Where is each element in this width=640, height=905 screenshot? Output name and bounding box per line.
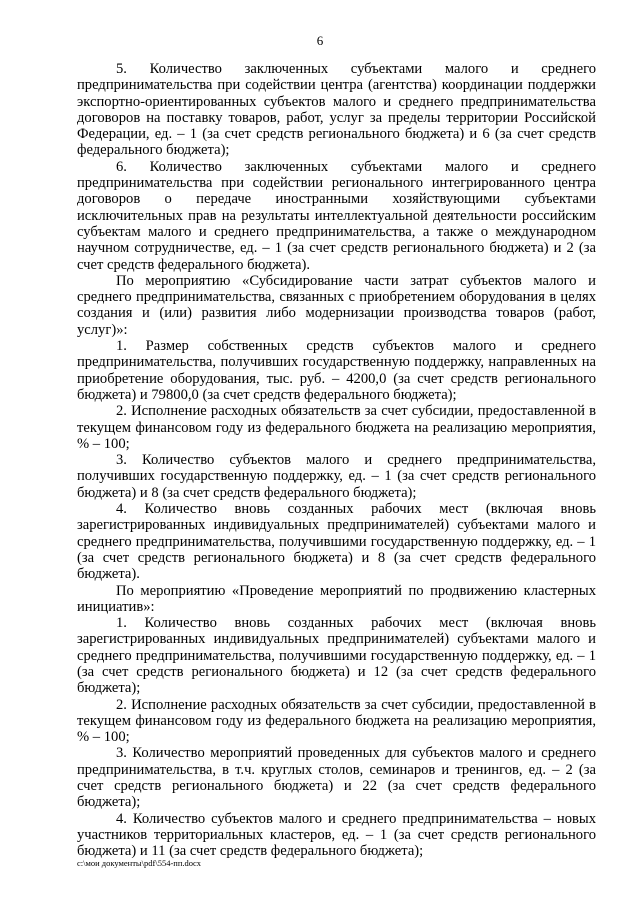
paragraph-cluster-item-1: 1. Количество вновь созданных рабочих мест (включая вновь зарегистрированных индивидуальных предпринимателей) субъектами малого и среднего предпринимательства, получившими государственную поддержку, ед. – 1 (за счет средств регионального бюджета) и 12 (за счет средств федерального бюджета); [77,615,596,697]
paragraph-equipment-item-1: 1. Размер собственных средств субъектов малого и среднего предпринимательства, получивших государственную поддержку, направленных на приобретение оборудования, тыс. руб. – 4200,0 (за счет средств регионального бюджета) и 79800,0 (за счет средств федерального бюджета); [77,338,596,403]
document-body [77,61,596,860]
paragraph-equipment-item-4: 4. Количество вновь созданных рабочих мест (включая вновь зарегистрированных индивидуальных предпринимателей) субъектами малого и среднего предпринимательства, получившими государственную поддержку, ед. – 1 (за счет средств регионального бюджета) и 8 (за счет средств федерального бюджета). [77,501,596,583]
paragraph-equipment-subsidy-heading: По мероприятию «Субсидирование части затрат субъектов малого и среднего предпринимательства, связанных с приобретением оборудования в целях создания и (или) развития либо модернизации производства товаров (работ, услуг)»: [77,272,596,338]
paragraph-item-6-ip-contracts: 6. Количество заключенных субъектами малого и среднего предпринимательства при содействии регионального интегрированного центра договоров о передаче иностранными хозяйствующими субъектами исключительных прав на результаты интеллектуальной деятельности российским субъектам малого и среднего предпринимательства, а также о международном научном сотрудничестве, ед. – 1 (за счет средств регионального бюджета) и 2 (за счет средств федерального бюджета). [77,158,596,273]
paragraph-cluster-item-4: 4. Количество субъектов малого и среднего предпринимательства – новых участников территориальных кластеров, ед. – 1 (за счет средств регионального бюджета) и 11 (за счет средств федерального бюджета); [77,810,596,860]
paragraph-equipment-item-2: 2. Исполнение расходных обязательств за счет субсидии, предоставленной в текущем финансовом году из федерального бюджета на реализацию мероприятия, % – 100; [77,403,596,452]
paragraph-cluster-heading: По мероприятию «Проведение мероприятий по продвижению кластерных инициатив»: [77,582,596,615]
paragraph-cluster-item-2: 2. Исполнение расходных обязательств за счет субсидии, предоставленной в текущем финансовом году из федерального бюджета на реализацию мероприятия, % – 100; [77,696,596,746]
page-number: 6 [316,33,324,48]
paragraph-equipment-item-3: 3. Количество субъектов малого и среднего предпринимательства, получивших государственную поддержку, ед. – 1 (за счет средств регионального бюджета) и 8 (за счет средств федерального бюджета); [77,452,596,501]
footer-file-path: c:\мои документы\pdf\554-пп.docx [77,858,202,868]
paragraph-item-5-export-contracts: 5. Количество заключенных субъектами малого и среднего предпринимательства при содействии центра (агентства) координации поддержки экспортно-ориентированных субъектов малого и среднего предпринимательства договоров на поставку товаров, работ, услуг за пределы территории Российской Федерации, ед. – 1 (за счет средств регионального бюджета) и 6 (за счет средств федерального бюджета); [77,61,596,159]
paragraph-cluster-item-3: 3. Количество мероприятий проведенных для субъектов малого и среднего предпринимательства, в т.ч. круглых столов, семинаров и тренингов, ед. – 2 (за счет средств регионального бюджета) и 22 (за счет средств федерального бюджета); [77,745,596,811]
